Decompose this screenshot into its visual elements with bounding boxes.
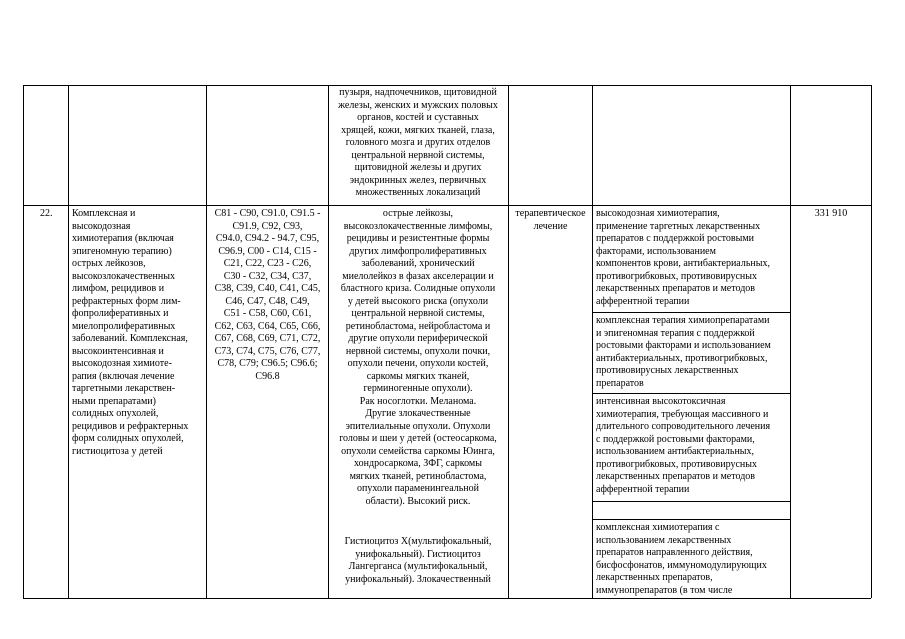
- icd-codes: C81 - C90, C91.0, C91.5 - C91.9, C92, C93, C94.0, C94.2 - 94.7, C95, C96.9, C00 - C14, C15 - C21, C22, C23 - C26, C30 - C32, C34, C37, C38, C39, C40, C41, C45, C46, C47, C48, C49, C51 - C58, C60, C61, C62, C63, C64, C65, C66, C67, C68, C69, C71, C72, C73, C74, C75, C76, C77, C78, C79; C96.5; C96.6; C96.8: [214, 208, 321, 382]
- column-divider: [68, 85, 69, 598]
- table-border-left: [23, 85, 24, 598]
- row-divider: [23, 205, 871, 206]
- treatment-type: терапевтическое лечение: [515, 208, 586, 232]
- table-border-bottom: [23, 598, 871, 599]
- diagnosis-text-continued: Гистиоцитоз Х(мультифокальный, унифокальный). Гистиоцитоз Лангерганса (мультифокальный, унифокальный). Злокачественный: [344, 536, 492, 585]
- treatment-method-1: высокодозная химиотерапия, применение таргетных лекарственных препаратов с поддержкой ростовыми факторами, использованием компонентов крови, антибактериальных, противогрибковых, противовирусных лекарственных препаратов и методов афферентной терапии: [596, 208, 770, 307]
- diagnosis-text: острые лейкозы, высокозлокачественные лимфомы, рецидивы и резистентные формы других лимфопролиферативных заболеваний, хронический миелолейкоз в фазах акселерации и бластного криза. Солидные опухоли у детей высокого риска (опухоли центральной нервной системы, ретинобластома, нейробластома и другие опухоли периферической нервной системы, опухоли почки, опухоли печени, опухоли костей, саркомы мягких тканей, герминогенные опухоли). Рак носоглотки. Меланома. Другие злокачественные эпителиальные опухоли. Опухоли головы и шеи у детей (остеосаркома, опухоли семейства саркомы Юинга, хондросаркома, ЗФГ, саркомы мягких тканей, ретинобластома, опухоли параменингеальной области). Высокий риск.: [339, 208, 497, 507]
- table-border-top: [23, 85, 871, 86]
- row-number: 22.: [40, 208, 53, 219]
- care-type-name: Комплексная и высокодозная химиотерапия (включая эпигеномную терапию) острых лейкозов, высокозлокачественных лимфом, рецидивов и рефрактерных форм лим- фопролиферативных и миелопролиферативных заболеваний. Комплексная, высокоинтенсивная и высокодозная химиоте- рапия (включая лечение таргетными лекарствен- ными препаратами) солидных опухолей, рецидивов и рефрактерных форм солидных опухолей, гистиоцитоза у детей: [72, 208, 189, 457]
- column-divider: [790, 85, 791, 598]
- table-border-right: [871, 85, 872, 598]
- method-divider: [592, 312, 790, 313]
- prev-row-diagnosis: пузыря, надпочечников, щитовидной железы, женских и мужских половых органов, костей и суставных хрящей, кожи, мягких тканей, глаза, головного мозга и других отделов центральной нервной системы, щитовидной железы и других эндокринных желез, первичных множественных локализаций: [338, 87, 498, 198]
- cost-value: 331 910: [814, 208, 848, 219]
- column-divider: [508, 85, 509, 598]
- method-divider: [592, 501, 790, 502]
- method-divider: [592, 519, 790, 520]
- treatment-method-3: интенсивная высокотоксичная химиотерапия, требующая массивного и длительного сопроводительного лечения с поддержкой ростовыми факторами, использованием антибактериальных, противогрибковых, противовирусных лекарственных препаратов и методов афферентной терапии: [596, 396, 771, 495]
- treatment-method-2: комплексная терапия химиопрепаратами и эпигеномная терапия с поддержкой ростовыми факторами и использованием антибактериальных, противогрибковых, противовирусных лекарственных препаратов: [596, 315, 771, 389]
- column-divider: [328, 85, 329, 598]
- method-divider: [592, 393, 790, 394]
- treatment-method-4: комплексная химиотерапия с использованием лекарственных препаратов направленного действия, бисфосфонатов, иммуномодулирующих лекарственных препаратов, иммунопрепаратов (в том числе: [596, 522, 767, 596]
- column-divider: [592, 85, 593, 598]
- column-divider: [206, 85, 207, 598]
